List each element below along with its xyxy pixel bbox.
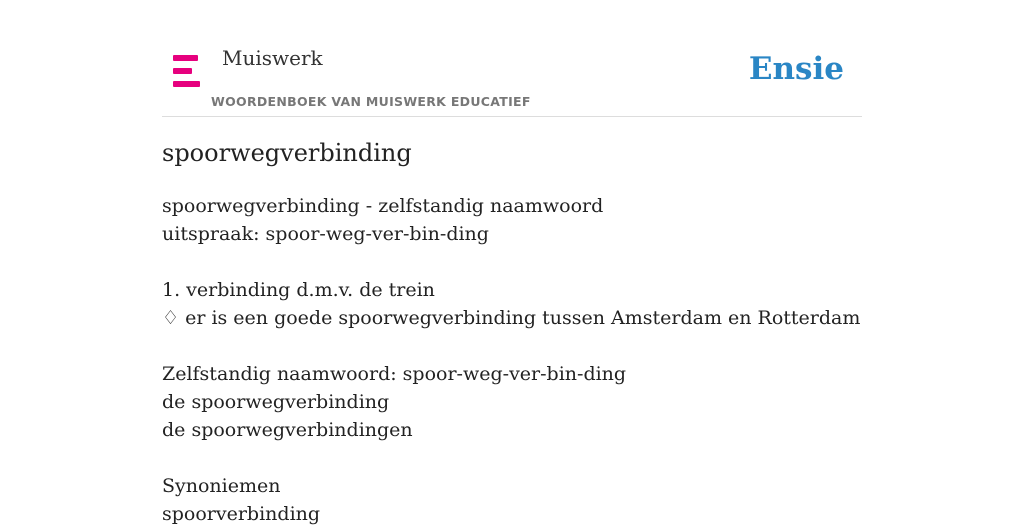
entry-singular-form: de spoorwegverbinding [162,391,390,413]
entry-meaning: 1. verbinding d.m.v. de trein [162,279,435,301]
site-name[interactable]: Muiswerk [222,46,323,70]
entry-noun-hyphenation: Zelfstandig naamwoord: spoor-weg-ver-bin-ding [162,363,627,385]
page-title: spoorwegverbinding [162,139,412,167]
entry-plural-form: de spoorwegverbindingen [162,419,413,441]
muiswerk-logo-icon[interactable] [173,55,200,88]
site-header [162,0,862,117]
ensie-brand-link[interactable]: Ensie [748,51,844,87]
entry-blank-line [162,248,862,276]
entry-example: ♢ er is een goede spoorwegverbinding tussen Amsterdam en Rotterdam [162,307,861,329]
entry-blank-line [162,444,862,472]
site-tagline: WOORDENBOEK VAN MUISWERK EDUCATIEF [211,94,531,109]
entry-blank-line [162,332,862,360]
entry-content [162,192,862,528]
entry-synonyms-heading: Synoniemen [162,475,281,497]
entry-pronunciation: uitspraak: spoor-weg-ver-bin-ding [162,223,489,245]
entry-definition-heading: spoorwegverbinding - zelfstandig naamwoord [162,195,604,217]
entry-synonym[interactable]: spoorverbinding [162,503,321,525]
